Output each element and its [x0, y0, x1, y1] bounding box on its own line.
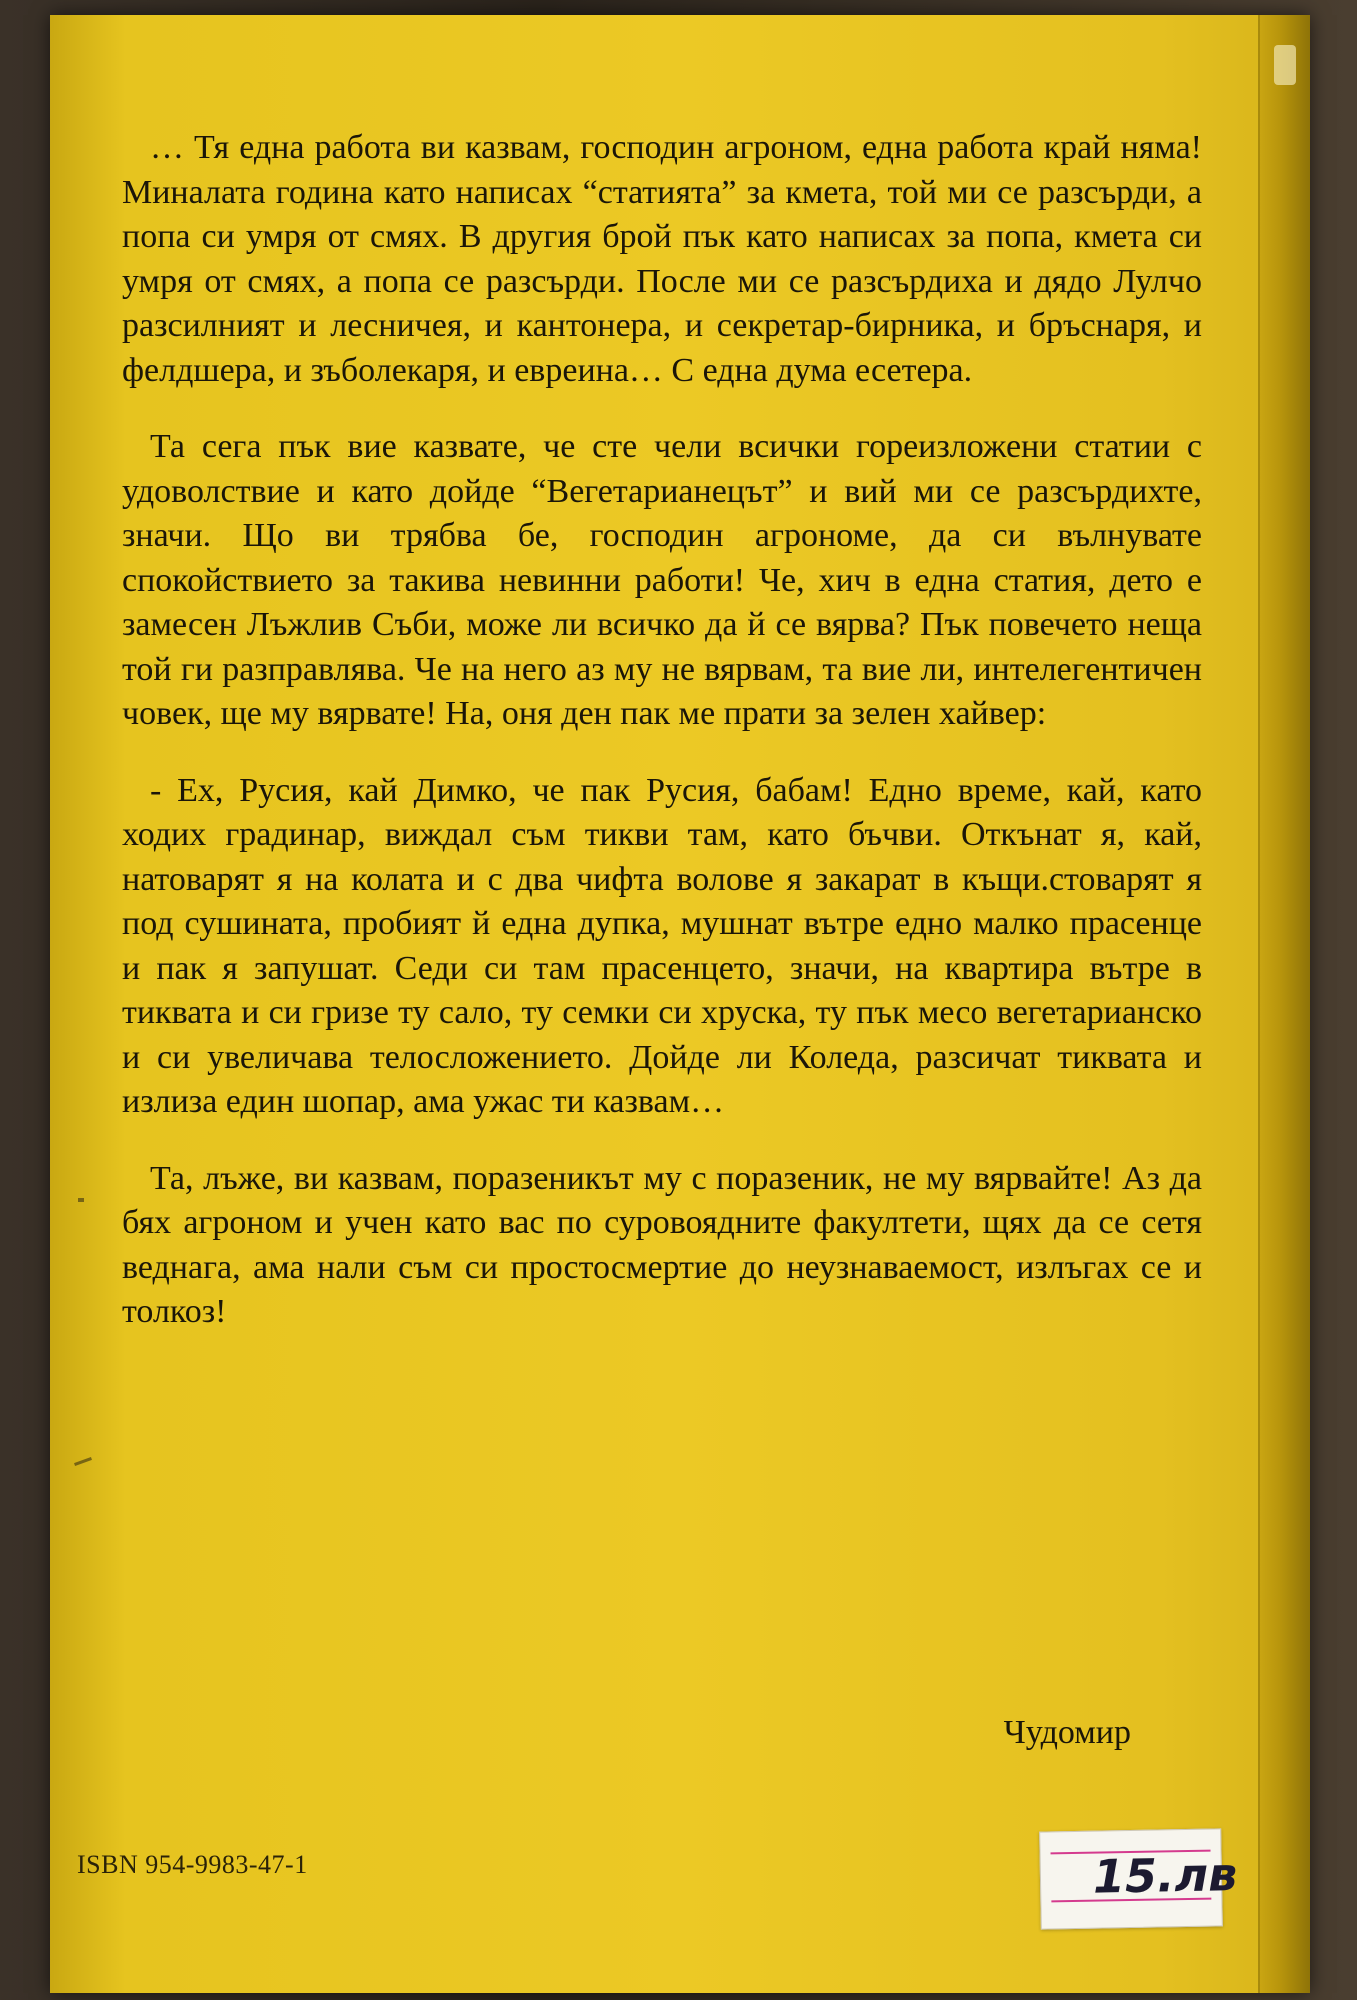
paragraph-2: Та сега пък вие казвате, че сте чели всички гореизложени статии с удоволствие и като дойде “Вегетарианецът” и вий ми се разсърдихте, значи. Що ви трябва бе, господин агрономе, да си вълнувате спокойствието за такива невинни работи! Че, хич в една статия, дето е замесен Лъжлив Съби, може ли всичко да й се вярва? Пък повечето неща той ги разправлява. Че на него аз му не вярвам, та вие ли, интелегентичен човек, ще му вярвате! На, оня ден пак ме прати за зелен хайвер:: [122, 428, 1202, 732]
price-sticker: [1039, 1828, 1238, 1929]
paragraph-4: Та, лъже, ви казвам, поразеникът му с поразеник, не му вярвайте! Аз да бях агроном и учен като вас по суровоядните факултети, щях да се сетя веднага, ама нали съм си простосмертие до неузнаваемост, излъгах се и толкоз!: [122, 1159, 1202, 1330]
book-spine: [1258, 15, 1310, 1993]
paragraph-1: … Тя една работа ви казвам, господин агроном, една работа край няма! Миналата година като написах “статията” за кмета, той ми се разсърди, а попа си умря от смях. В другия брой пък като написах за попа, кмета си умря от смях, а попа се разсърди. После ми се разсърдиха и дядо Лулчо разсилният и лесничея, и кантонера, и секретар-бирника, и бръснаря, и фелдшера, и зъболекаря, и евреина… С една дума есетера.: [122, 129, 1202, 389]
paragraph-3: - Ех, Русия, кай Димко, че пак Русия, бабам! Едно време, кай, като ходих градинар, виждал съм тикви там, като бъчви. Откънат я, кай, натоварят я на колата и с два чифта волове я закарат в къщи.стоварят я под сушината, пробият й една дупка, мушнат вътре едно малко прасенце и пак я запушат. Седи си там прасенцето, значи, на квартира вътре в тиквата и си гризе ту сало, ту семки си хруска, ту пък месо вегетарианско и си увеличава телосложението. Дойде ли Коледа, разсичат тиквата и излиза един шопар, ама ужас ти казвам…: [122, 771, 1202, 1120]
author-signature: Чудомир: [1003, 1714, 1131, 1751]
scratch-mark: [78, 1198, 84, 1202]
back-cover-text: [122, 126, 1202, 1367]
isbn-number: ISBN 954-9983-47-1: [77, 1850, 308, 1879]
price-value: 15.лв: [1092, 1847, 1238, 1904]
spine-highlight: [1274, 45, 1296, 85]
